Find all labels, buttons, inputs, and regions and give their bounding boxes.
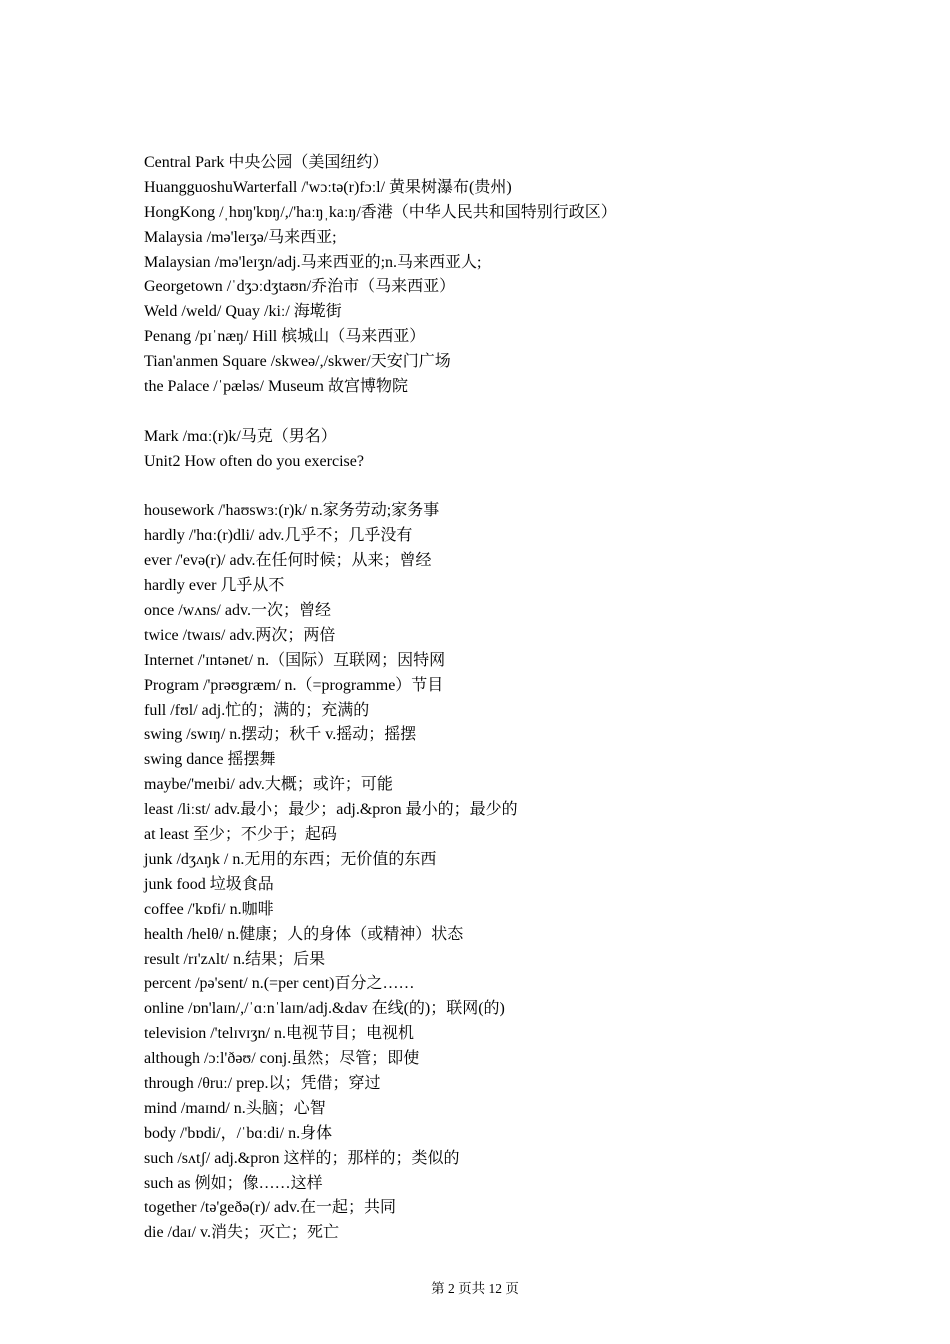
vocab-line: Central Park 中央公园（美国纽约） bbox=[144, 154, 389, 171]
vocab-line: Tian'anmen Square /skweə/,/skwer/天安门广场 bbox=[144, 353, 451, 371]
vocab-line: Program /'prəʊgræm/ n.（=programme）节目 bbox=[144, 676, 444, 694]
vocab-line: at least 至少；不少于；起码 bbox=[144, 826, 337, 844]
vocab-line: HuangguoshuWarterfall /'wɔːtə(r)fɔːl/ 黄果树瀑布(贵州) bbox=[144, 178, 512, 196]
vocab-line: Malaysian /mə'leɪʒn/adj.马来西亚的;n.马来西亚人; bbox=[144, 253, 482, 271]
vocab-line: full /fʊl/ adj.忙的；满的；充满的 bbox=[144, 701, 370, 719]
vocab-line: swing dance 摇摆舞 bbox=[144, 751, 276, 769]
vocab-line: result /rɪ'zʌlt/ n.结果；后果 bbox=[144, 950, 326, 968]
vocab-line: the Palace /ˈpæləs/ Museum 故宫博物院 bbox=[144, 378, 408, 396]
vocab-line: online /ɒn'laɪn/,/ˈɑːnˈlaɪn/adj.&dav 在线(的)；联网(的) bbox=[144, 1000, 505, 1018]
vocab-line: mind /maɪnd/ n.头脑；心智 bbox=[144, 1099, 326, 1117]
vocab-line: Penang /pɪˈnæŋ/ Hill 槟城山（马来西亚） bbox=[144, 328, 426, 346]
vocab-line: television /'telɪvɪʒn/ n.电视节目；电视机 bbox=[144, 1025, 414, 1043]
vocab-line: coffee /'kɒfi/ n.咖啡 bbox=[144, 900, 274, 918]
vocab-line: percent /pə'sent/ n.(=per cent)百分之…… bbox=[144, 975, 415, 993]
vocab-line: health /helθ/ n.健康；人的身体（或精神）状态 bbox=[144, 925, 464, 943]
vocab-line: die /daɪ/ v.消失；灭亡；死亡 bbox=[144, 1224, 339, 1242]
blank-line bbox=[144, 475, 864, 500]
vocab-line: Malaysia /mə'leɪʒə/马来西亚; bbox=[144, 228, 337, 246]
vocab-line: such as 例如；像……这样 bbox=[144, 1174, 323, 1192]
page-footer: 第 2 页共 12 页 bbox=[431, 1281, 519, 1296]
vocab-line: maybe/'meɪbi/ adv.大概；或许；可能 bbox=[144, 776, 393, 794]
vocab-line: although /ɔːl'ðəʊ/ conj.虽然；尽管；即使 bbox=[144, 1050, 420, 1068]
vocab-line: together /tə'geðə(r)/ adv.在一起；共同 bbox=[144, 1199, 396, 1217]
vocab-line: Georgetown /ˈdʒɔːdʒtaʊn/乔治市（马来西亚） bbox=[144, 278, 456, 296]
vocab-line: once /wʌns/ adv.一次；曾经 bbox=[144, 602, 331, 620]
vocab-line: housework /'haʊswɜː(r)k/ n.家务劳动;家务事 bbox=[144, 502, 440, 520]
vocab-line: junk food 垃圾食品 bbox=[144, 875, 274, 893]
vocab-line: ever /'evə(r)/ adv.在任何时候；从来；曾经 bbox=[144, 552, 432, 570]
vocab-line: HongKong /ˌhɒŋ'kɒŋ/,/'haːŋˌkaːŋ/香港（中华人民共和国特别行政区） bbox=[144, 203, 617, 221]
vocab-line: body /'bɒdi/，/ˈbɑːdi/ n.身体 bbox=[144, 1124, 333, 1142]
vocab-line: swing /swɪŋ/ n.摆动；秋千 v.摇动；摇摆 bbox=[144, 726, 417, 744]
vocab-line: least /liːst/ adv.最小；最少；adj.&pron 最小的；最少的 bbox=[144, 801, 518, 819]
vocab-line: hardly /'hɑː(r)dli/ adv.几乎不；几乎没有 bbox=[144, 527, 413, 545]
vocab-line: Mark /mɑː(r)k/马克（男名） bbox=[144, 427, 337, 445]
vocab-line: junk /dʒʌŋk / n.无用的东西；无价值的东西 bbox=[144, 850, 437, 868]
vocab-line: such /sʌtʃ/ adj.&pron 这样的；那样的；类似的 bbox=[144, 1149, 460, 1167]
document-body bbox=[144, 151, 864, 1246]
vocab-line: Unit2 How often do you exercise? bbox=[144, 452, 364, 470]
vocab-line: Weld /weld/ Quay /kiː/ 海墘街 bbox=[144, 303, 342, 321]
blank-line bbox=[144, 400, 864, 425]
vocab-line: twice /twaɪs/ adv.两次；两倍 bbox=[144, 626, 336, 644]
vocab-line: through /θruː/ prep.以；凭借；穿过 bbox=[144, 1074, 381, 1092]
vocab-line: hardly ever 几乎从不 bbox=[144, 577, 285, 595]
vocab-line: Internet /'ɪntənet/ n.（国际）互联网；因特网 bbox=[144, 651, 446, 669]
